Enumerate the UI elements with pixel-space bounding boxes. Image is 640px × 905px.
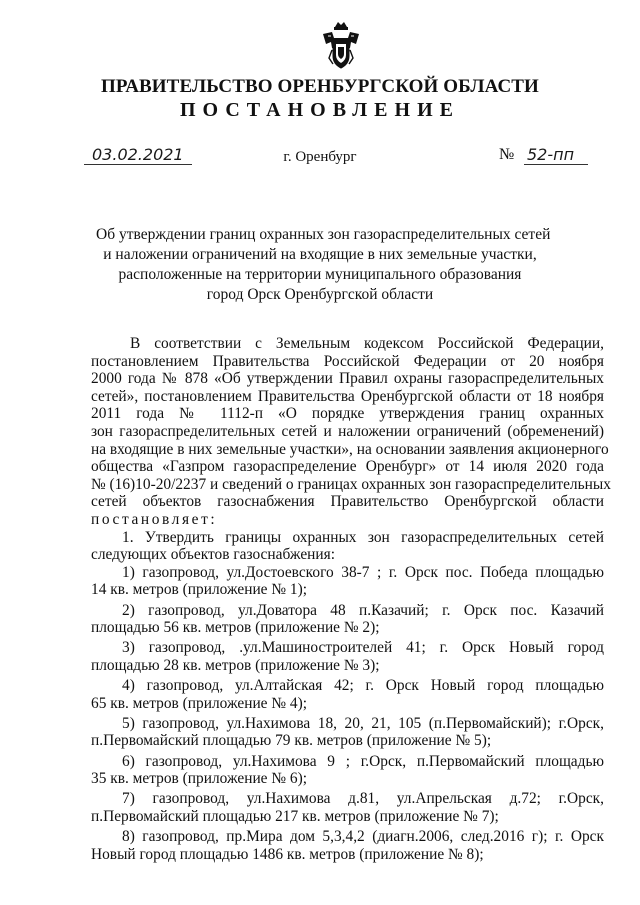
decree-word: постановляет: <box>91 510 218 528</box>
preamble-line: 2000 года № 878 «Об утверждении Правил охраны газораспределительных <box>91 370 604 388</box>
preamble-line: сетей», постановлением Правительства Оренбургской области от 18 ноября <box>91 387 604 405</box>
preamble-line: зон газораспределительных сетей и наложении ограничений (обременений) <box>91 422 604 440</box>
list-item-continuation: п.Первомайский площадью 79 кв. метров (приложение № 5); <box>91 732 492 750</box>
document-subject <box>96 225 551 305</box>
document-body <box>91 335 611 863</box>
list-item-continuation: площадью 28 кв. метров (приложение № 3); <box>91 656 380 674</box>
preamble-line: на входящие в них земельные участки», на основании заявления акционерного <box>91 440 609 458</box>
list-item: 7) газопровод, ул.Нахимова д.81, ул.Апрельская д.72; г.Орск, <box>122 790 604 808</box>
preamble-line: общества «Газпром газораспределение Оренбург» от 14 июля 2020 года <box>91 458 604 476</box>
clause-line: 1. Утвердить границы охранных зон газораспределительных сетей <box>122 528 604 546</box>
list-item-continuation: п.Первомайский площадью 217 кв. метров (приложение № 7); <box>91 808 499 825</box>
preamble-line: постановлением Правительства Российской Федерации от 20 ноября <box>91 352 604 370</box>
preamble-line: В соответствии с Земельным кодексом Российской Федерации, <box>130 335 604 352</box>
government-title: ПРАВИТЕЛЬСТВО ОРЕНБУРГСКОЙ ОБЛАСТИ <box>101 76 539 97</box>
list-item: 8) газопровод, пр.Мира дом 5,3,4,2 (диагн.2006, след.2016 г); г. Орск <box>122 828 604 846</box>
list-item-continuation: Новый город площадью 1486 кв. метров (приложение № 8); <box>91 845 484 863</box>
list-item-continuation: площадью 56 кв. метров (приложение № 2); <box>91 619 380 637</box>
preamble-line: 2011 года № 1112-п «О порядке утверждения границ охранных <box>91 405 604 423</box>
list-item: 4) газопровод, ул.Алтайская 42; г. Орск Новый город площадью <box>122 677 604 695</box>
subject-line: расположенные на территории муниципального образования <box>118 266 522 283</box>
number-label: № <box>499 146 515 163</box>
preamble-line: сетей объектов газоснабжения Правительство Оренбургской области <box>91 493 604 511</box>
subject-line: и наложении ограничений на входящие в них земельные участки, <box>103 246 537 263</box>
subject-line: Об утверждении границ охранных зон газораспределительных сетей <box>96 226 551 243</box>
list-item-continuation: 35 кв. метров (приложение № 6); <box>91 770 307 788</box>
clause-line: следующих объектов газоснабжения: <box>91 546 335 564</box>
list-item: 3) газопровод, .ул.Машиностроителей 41; г. Орск Новый город <box>122 639 604 657</box>
subject-line: город Орск Оренбургской области <box>206 286 434 303</box>
list-item: 1) газопровод, ул.Достоевского 38-7 ; г. Орск пос. Победа площадью <box>122 563 604 581</box>
number-value: 52-пп <box>527 145 575 164</box>
list-item: 6) газопровод, ул.Нахимова 9 ; г.Орск, п.Первомайский площадью <box>122 752 604 770</box>
list-item: 2) газопровод, ул.Доватора 48 п.Казачий; г. Орск пос. Казачий <box>122 601 604 619</box>
list-item-continuation: 65 кв. метров (приложение № 4); <box>91 694 307 712</box>
document-type-title: ПОСТАНОВЛЕНИЕ <box>180 99 460 121</box>
list-item-continuation: 14 кв. метров (приложение № 1); <box>91 581 307 599</box>
preamble-line: № (16)10-20/2237 и сведений о границах охранных зон газораспределительных <box>91 475 611 493</box>
number-underline <box>524 164 588 165</box>
city-label: г. Оренбург <box>283 149 357 165</box>
list-item: 5) газопровод, ул.Нахимова 18, 20, 21, 105 (п.Первомайский); г.Орск, <box>122 714 604 732</box>
coat-of-arms-icon <box>322 20 360 70</box>
date-value: 03.02.2021 <box>92 145 184 164</box>
